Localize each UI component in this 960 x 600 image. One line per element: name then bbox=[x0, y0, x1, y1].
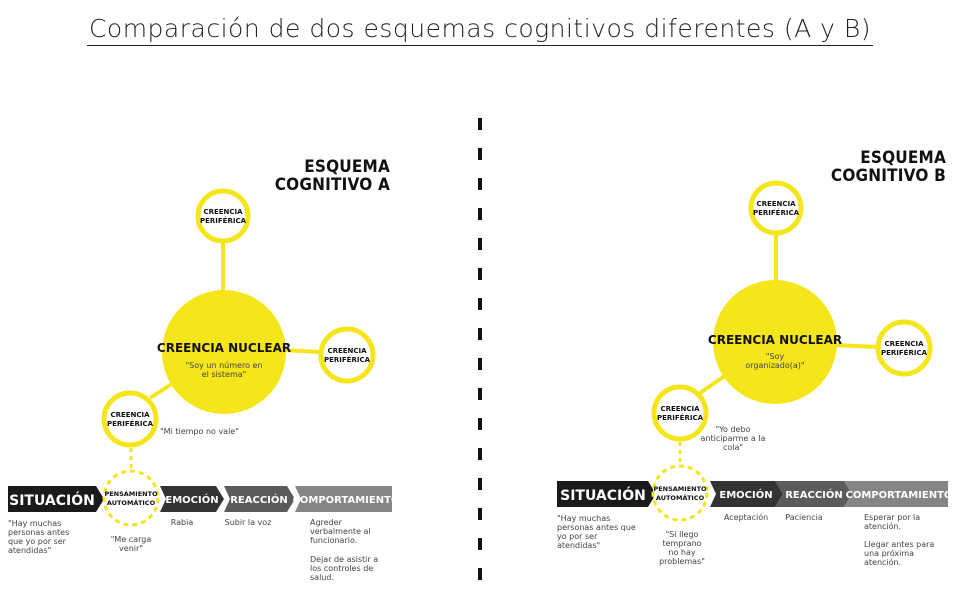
scheme-b-peripheral-note-3: cola" bbox=[722, 443, 744, 452]
scheme-b-peripheral-right-line2: PERIFÉRICA bbox=[880, 349, 928, 357]
scheme-a-situation-text-4: atendidas" bbox=[8, 546, 52, 555]
scheme-b-auto-text-4: problemas" bbox=[659, 557, 705, 566]
scheme-b-nuclear-quote-2: organizado(a)" bbox=[745, 361, 805, 370]
scheme-a-auto-text-1: "Me carga bbox=[110, 535, 152, 544]
scheme-a-behavior-text-5: los controles de bbox=[310, 564, 374, 573]
scheme-a-heading-line1: ESQUEMA bbox=[304, 157, 390, 177]
scheme-b-auto-text-3: no hay bbox=[668, 548, 696, 557]
scheme-b-peripheral-top bbox=[751, 183, 801, 233]
scheme-b-auto-line1: PENSAMIENTO bbox=[653, 485, 707, 493]
scheme-b-behavior-text-1: Esperar por la bbox=[864, 513, 921, 522]
scheme-b-situation-text-3: yo por ser bbox=[557, 532, 598, 541]
scheme-a-auto-thought bbox=[104, 471, 158, 525]
scheme-a-auto-line1: PENSAMIENTO bbox=[104, 490, 158, 498]
scheme-a-peripheral-top-line1: CREENCIA bbox=[203, 208, 243, 216]
scheme-a-behavior-label: COMPORTAMIENTO bbox=[292, 495, 400, 506]
scheme-a-peripheral-note: "Mi tiempo no vale" bbox=[160, 427, 239, 436]
scheme-a-nuclear-quote-2: el sistema" bbox=[201, 370, 247, 379]
scheme-a-situation-label: SITUACIÓN bbox=[9, 493, 95, 509]
scheme-a-auto-text-2: venir" bbox=[119, 544, 143, 553]
scheme-a-peripheral-top-line2: PERIFÉRICA bbox=[199, 217, 247, 225]
scheme-b-peripheral-left-line1: CREENCIA bbox=[660, 405, 700, 413]
scheme-a-behavior-text-3: funcionario. bbox=[310, 536, 358, 545]
scheme-a-behavior-text-6: salud. bbox=[310, 573, 334, 582]
scheme-b-peripheral-top-line2: PERIFÉRICA bbox=[752, 209, 800, 217]
scheme-a-emotion-text: Rabia bbox=[170, 518, 194, 527]
scheme-a-heading-line2: COGNITIVO A bbox=[274, 175, 390, 195]
scheme-b-behavior-label: COMPORTAMIENTO bbox=[845, 490, 953, 501]
scheme-a-emotion-label: EMOCIÓN bbox=[165, 495, 219, 506]
scheme-b-behavior-text-2: atención. bbox=[864, 522, 902, 531]
scheme-a bbox=[8, 191, 399, 582]
scheme-b-peripheral-note-1: "Yo debo bbox=[715, 425, 751, 434]
scheme-b-situation-text-1: "Hay muchas bbox=[557, 514, 611, 523]
scheme-b-connector-left bbox=[700, 375, 726, 393]
scheme-a-peripheral-right bbox=[321, 329, 373, 381]
scheme-b-reaction-label: REACCIÓN bbox=[785, 490, 843, 501]
scheme-b-situation-text-4: atendidas" bbox=[557, 541, 601, 550]
scheme-a-nuclear-quote-1: "Soy un número en bbox=[185, 361, 263, 370]
scheme-b-nuclear-quote-1: "Soy bbox=[765, 352, 785, 361]
scheme-a-situation-text-3: que yo por ser bbox=[8, 537, 66, 546]
scheme-a-peripheral-left-line2: PERIFÉRICA bbox=[106, 420, 154, 428]
scheme-b-behavior-text-3: Llegar antes para bbox=[864, 540, 935, 549]
scheme-a-reaction-label: REACCIÓN bbox=[230, 495, 288, 506]
scheme-b-auto-thought bbox=[653, 466, 707, 520]
scheme-b-emotion-label: EMOCIÓN bbox=[719, 490, 773, 501]
scheme-b-heading-line2: COGNITIVO B bbox=[830, 166, 946, 186]
scheme-b-behavior-text-5: atención. bbox=[864, 558, 902, 567]
scheme-b-auto-text-1: "Si llego bbox=[665, 530, 699, 539]
scheme-b-nuclear-title: CREENCIA NUCLEAR bbox=[707, 333, 843, 347]
scheme-b-peripheral-right-line1: CREENCIA bbox=[884, 340, 924, 348]
scheme-a-peripheral-left bbox=[104, 393, 156, 445]
scheme-a-peripheral-top bbox=[198, 191, 248, 241]
scheme-b-peripheral-right bbox=[878, 322, 930, 374]
page-title-text: Comparación de dos esquemas cognitivos diferentes (A y B) bbox=[87, 14, 873, 46]
scheme-b-situation-label: SITUACIÓN bbox=[560, 488, 646, 504]
scheme-a-situation-text-2: personas antes bbox=[8, 528, 70, 537]
scheme-b-reaction-text: Paciencia bbox=[785, 513, 823, 522]
scheme-a-peripheral-left-line1: CREENCIA bbox=[110, 411, 150, 419]
scheme-b-heading-line1: ESQUEMA bbox=[860, 148, 946, 168]
scheme-a-behavior-text-2: verbalmente al bbox=[310, 527, 371, 536]
scheme-a-nuclear-title: CREENCIA NUCLEAR bbox=[156, 341, 292, 355]
scheme-a-reaction-text: Subir la voz bbox=[224, 518, 272, 527]
scheme-b-peripheral-top-line1: CREENCIA bbox=[756, 200, 796, 208]
scheme-b-auto-text-2: temprano bbox=[662, 539, 702, 548]
scheme-a-situation-text-1: "Hay muchas bbox=[8, 519, 62, 528]
scheme-b-peripheral-left bbox=[654, 387, 706, 439]
scheme-b-behavior-text-4: una próxima bbox=[864, 549, 915, 558]
scheme-a-auto-line2: AUTOMÁTICO bbox=[106, 499, 156, 507]
scheme-b bbox=[557, 183, 952, 567]
scheme-b-situation-text-2: personas antes que bbox=[557, 523, 636, 532]
scheme-b-peripheral-note-2: anticiparme a la bbox=[700, 434, 766, 443]
scheme-b-auto-line2: AUTOMÁTICO bbox=[655, 494, 705, 502]
scheme-a-peripheral-right-line1: CREENCIA bbox=[327, 347, 367, 355]
scheme-a-behavior-text-4: Dejar de asistir a bbox=[310, 555, 379, 564]
scheme-b-emotion-text: Aceptación bbox=[723, 513, 769, 522]
scheme-a-behavior-text-1: Agreder bbox=[310, 518, 342, 527]
scheme-a-peripheral-right-line2: PERIFÉRICA bbox=[323, 356, 371, 364]
scheme-b-peripheral-left-line2: PERIFÉRICA bbox=[656, 414, 704, 422]
